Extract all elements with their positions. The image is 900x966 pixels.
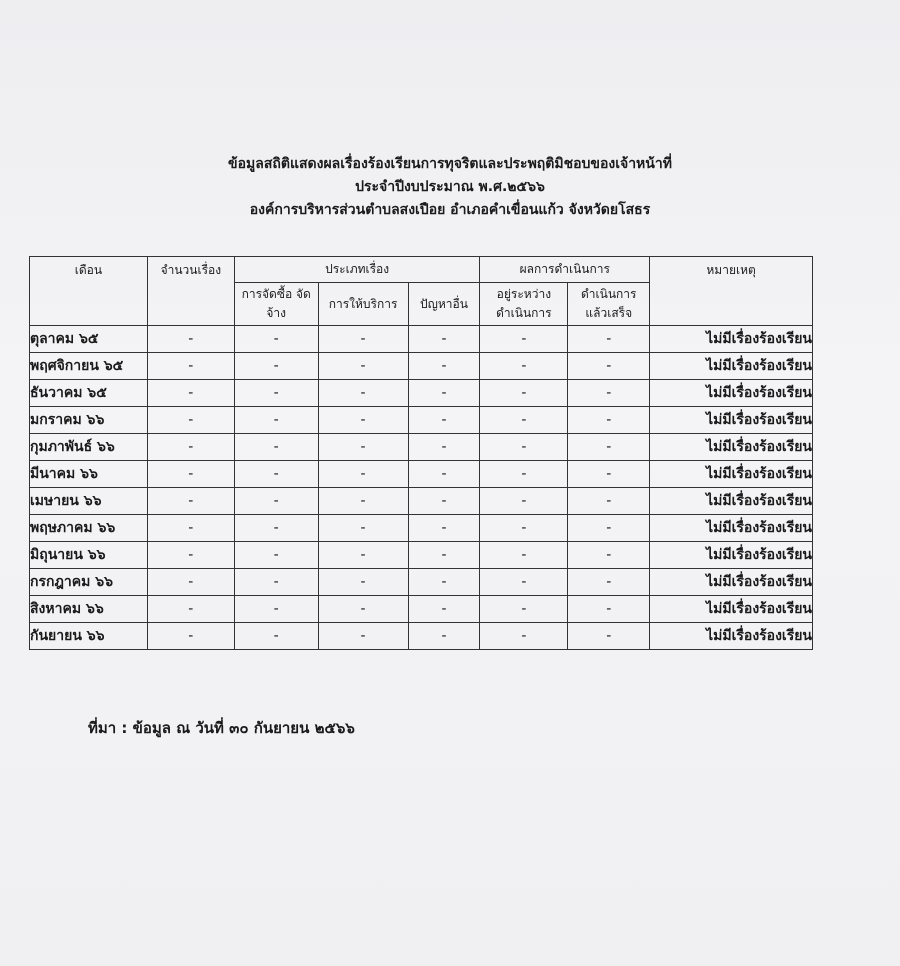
month-cell: กุมภาพันธ์ ๖๖ xyxy=(30,434,148,461)
in-progress-cell: - xyxy=(480,461,568,488)
service-cell: - xyxy=(318,596,408,623)
count-cell: - xyxy=(147,461,234,488)
procurement-cell: - xyxy=(234,434,318,461)
header-other-problem: ปัญหาอื่น xyxy=(408,283,480,326)
count-cell: - xyxy=(147,380,234,407)
header-count: จำนวนเรื่อง xyxy=(147,257,234,326)
month-cell: มกราคม ๖๖ xyxy=(30,407,148,434)
other-cell: - xyxy=(408,407,480,434)
title-line-2: ประจำปีงบประมาณ พ.ศ.๒๕๖๖ xyxy=(355,179,545,195)
month-cell: มิถุนายน ๖๖ xyxy=(30,542,148,569)
other-cell: - xyxy=(408,461,480,488)
count-cell: - xyxy=(147,407,234,434)
remark-cell: ไม่มีเรื่องร้องเรียน xyxy=(650,434,813,461)
table-row xyxy=(30,326,813,353)
in-progress-cell: - xyxy=(480,434,568,461)
completed-cell: - xyxy=(568,542,650,569)
other-cell: - xyxy=(408,353,480,380)
month-cell: กันยายน ๖๖ xyxy=(30,623,148,650)
procurement-cell: - xyxy=(234,353,318,380)
completed-cell: - xyxy=(568,596,650,623)
table-row xyxy=(30,569,813,596)
in-progress-cell: - xyxy=(480,623,568,650)
data-source-note: ที่มา : ข้อมูล ณ วันที่ ๓๐ กันยายน ๒๕๖๖ xyxy=(88,719,355,737)
service-cell: - xyxy=(318,569,408,596)
completed-cell: - xyxy=(568,623,650,650)
header-complaint-type: ประเภทเรื่อง xyxy=(234,257,480,283)
remark-cell: ไม่มีเรื่องร้องเรียน xyxy=(650,515,813,542)
count-cell: - xyxy=(147,623,234,650)
other-cell: - xyxy=(408,434,480,461)
table-row xyxy=(30,407,813,434)
other-cell: - xyxy=(408,569,480,596)
other-cell: - xyxy=(408,326,480,353)
month-cell: สิงหาคม ๖๖ xyxy=(30,596,148,623)
count-cell: - xyxy=(147,596,234,623)
count-cell: - xyxy=(147,542,234,569)
month-cell: เมษายน ๖๖ xyxy=(30,488,148,515)
completed-cell: - xyxy=(568,515,650,542)
month-cell: มีนาคม ๖๖ xyxy=(30,461,148,488)
remark-cell: ไม่มีเรื่องร้องเรียน xyxy=(650,407,813,434)
completed-cell: - xyxy=(568,326,650,353)
count-cell: - xyxy=(147,326,234,353)
table-row xyxy=(30,596,813,623)
month-cell: ธันวาคม ๖๕ xyxy=(30,380,148,407)
completed-cell: - xyxy=(568,488,650,515)
table-row xyxy=(30,461,813,488)
other-cell: - xyxy=(408,596,480,623)
month-cell: ตุลาคม ๖๕ xyxy=(30,326,148,353)
remark-cell: ไม่มีเรื่องร้องเรียน xyxy=(650,461,813,488)
title-line-1: ข้อมูลสถิติแสดงผลเรื่องร้องเรียนการทุจริตและประพฤติมิชอบของเจ้าหน้าที่ xyxy=(228,156,672,172)
remark-cell: ไม่มีเรื่องร้องเรียน xyxy=(650,380,813,407)
service-cell: - xyxy=(318,353,408,380)
procurement-cell: - xyxy=(234,515,318,542)
service-cell: - xyxy=(318,461,408,488)
count-cell: - xyxy=(147,488,234,515)
procurement-cell: - xyxy=(234,569,318,596)
completed-cell: - xyxy=(568,353,650,380)
header-month: เดือน xyxy=(30,257,148,326)
table-row xyxy=(30,380,813,407)
procurement-cell: - xyxy=(234,461,318,488)
header-service: การให้บริการ xyxy=(318,283,408,326)
complaint-statistics-table xyxy=(29,256,813,650)
in-progress-cell: - xyxy=(480,407,568,434)
table-row xyxy=(30,542,813,569)
in-progress-cell: - xyxy=(480,353,568,380)
in-progress-cell: - xyxy=(480,542,568,569)
service-cell: - xyxy=(318,407,408,434)
table-row xyxy=(30,515,813,542)
other-cell: - xyxy=(408,515,480,542)
procurement-cell: - xyxy=(234,623,318,650)
service-cell: - xyxy=(318,623,408,650)
title-line-3: องค์การบริหารส่วนตำบลสงเปือย อำเภอคำเขื่อนแก้ว จังหวัดยโสธร xyxy=(249,202,651,218)
completed-cell: - xyxy=(568,461,650,488)
completed-cell: - xyxy=(568,380,650,407)
other-cell: - xyxy=(408,542,480,569)
completed-cell: - xyxy=(568,407,650,434)
service-cell: - xyxy=(318,326,408,353)
header-procurement: การจัดซื้อ จัดจ้าง xyxy=(234,283,318,326)
month-cell: พฤศจิกายน ๖๕ xyxy=(30,353,148,380)
remark-cell: ไม่มีเรื่องร้องเรียน xyxy=(650,326,813,353)
month-cell: กรกฎาคม ๖๖ xyxy=(30,569,148,596)
remark-cell: ไม่มีเรื่องร้องเรียน xyxy=(650,353,813,380)
procurement-cell: - xyxy=(234,596,318,623)
other-cell: - xyxy=(408,623,480,650)
in-progress-cell: - xyxy=(480,488,568,515)
in-progress-cell: - xyxy=(480,596,568,623)
header-result: ผลการดำเนินการ xyxy=(480,257,650,283)
table-row xyxy=(30,623,813,650)
remark-cell: ไม่มีเรื่องร้องเรียน xyxy=(650,596,813,623)
header-remark: หมายเหตุ xyxy=(650,257,813,326)
remark-cell: ไม่มีเรื่องร้องเรียน xyxy=(650,542,813,569)
completed-cell: - xyxy=(568,569,650,596)
remark-cell: ไม่มีเรื่องร้องเรียน xyxy=(650,488,813,515)
table-row xyxy=(30,353,813,380)
header-completed: ดำเนินการ แล้วเสร็จ xyxy=(568,283,650,326)
in-progress-cell: - xyxy=(480,326,568,353)
procurement-cell: - xyxy=(234,326,318,353)
count-cell: - xyxy=(147,434,234,461)
procurement-cell: - xyxy=(234,488,318,515)
service-cell: - xyxy=(318,542,408,569)
count-cell: - xyxy=(147,569,234,596)
count-cell: - xyxy=(147,515,234,542)
service-cell: - xyxy=(318,380,408,407)
table-row xyxy=(30,434,813,461)
in-progress-cell: - xyxy=(480,515,568,542)
procurement-cell: - xyxy=(234,380,318,407)
month-cell: พฤษภาคม ๖๖ xyxy=(30,515,148,542)
procurement-cell: - xyxy=(234,542,318,569)
remark-cell: ไม่มีเรื่องร้องเรียน xyxy=(650,569,813,596)
in-progress-cell: - xyxy=(480,569,568,596)
in-progress-cell: - xyxy=(480,380,568,407)
procurement-cell: - xyxy=(234,407,318,434)
service-cell: - xyxy=(318,434,408,461)
service-cell: - xyxy=(318,488,408,515)
remark-cell: ไม่มีเรื่องร้องเรียน xyxy=(650,623,813,650)
table-row xyxy=(30,488,813,515)
completed-cell: - xyxy=(568,434,650,461)
other-cell: - xyxy=(408,380,480,407)
header-in-progress: อยู่ระหว่าง ดำเนินการ xyxy=(480,283,568,326)
service-cell: - xyxy=(318,515,408,542)
count-cell: - xyxy=(147,353,234,380)
other-cell: - xyxy=(408,488,480,515)
